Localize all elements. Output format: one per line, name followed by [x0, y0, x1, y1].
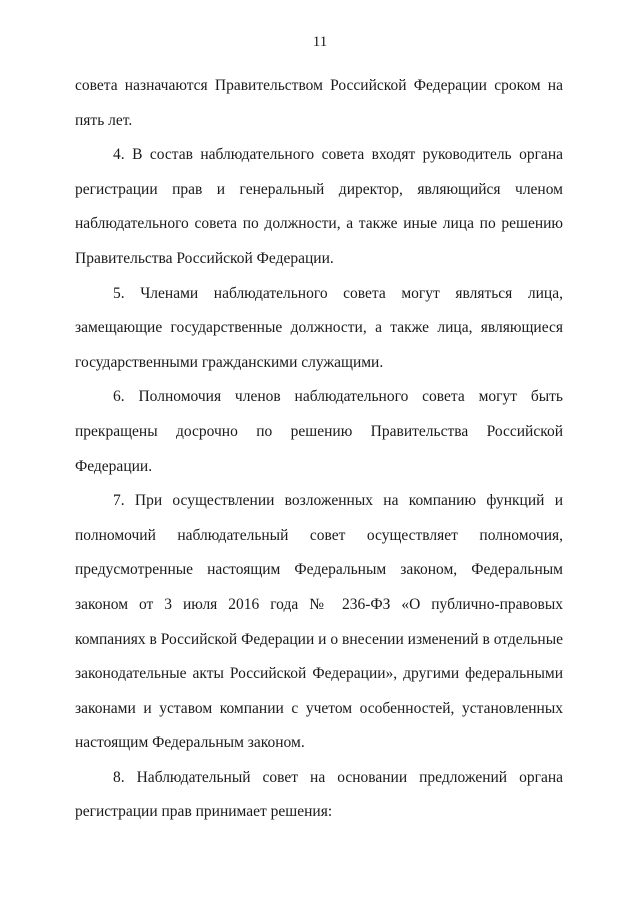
- paragraph-continuation: совета назначаются Правительством Российской Федерации сроком на пять лет.: [75, 77, 563, 129]
- paragraph-item-7: 7. При осуществлении возложенных на компанию функций и полномочий наблюдательный совет осуществляет полномочия, предусмотренные настоящим Федеральным законом, Федеральным законом от 3 июля 2016 года № 236-ФЗ «О публично-правовых компаниях в Российской Федерации и о внесении изменений в отдельные законодательные акты Российской Федерации», другими федеральными законами и уставом компании с учетом особенностей, установленных настоящим Федеральным законом.: [75, 492, 563, 752]
- document-body: [75, 69, 563, 830]
- paragraph-item-4: 4. В состав наблюдательного совета входят руководитель органа регистрации прав и генеральный директор, являющийся членом наблюдательного совета по должности, а также иные лица по решению Правительства Российской Федерации.: [75, 146, 563, 267]
- paragraph-item-8: 8. Наблюдательный совет на основании предложений органа регистрации прав принимает решения:: [75, 768, 563, 821]
- paragraph-item-6: 6. Полномочия членов наблюдательного совета могут быть прекращены досрочно по решению Правительства Российской Федерации.: [75, 388, 563, 475]
- paragraph-item-5: 5. Членами наблюдательного совета могут являться лица, замещающие государственные должности, а также лица, являющиеся государственными гражданскими служащими.: [75, 284, 563, 371]
- page-number: 11: [312, 34, 328, 50]
